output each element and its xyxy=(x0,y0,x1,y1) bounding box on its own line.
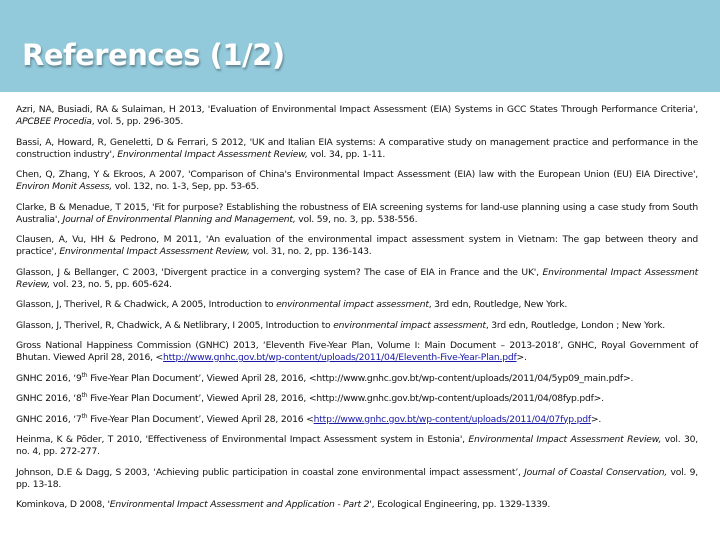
reference-item xyxy=(16,267,698,291)
reference-source: Environmental Impact Assessment Review, xyxy=(16,266,698,290)
slide-title: References (1/2) xyxy=(22,38,285,72)
reference-text: vol. 132, no. 1-3, Sep, pp. 53-65. xyxy=(112,181,260,192)
reference-text: vol. 31, no. 2, pp. 136-143. xyxy=(249,246,372,257)
reference-source: environmental impact assessment xyxy=(276,299,429,310)
reference-text: th xyxy=(81,371,88,379)
reference-text: Glasson, J & Bellanger, C 2003, 'Divergent practice in a converging system? The case of EIA in France and the UK', xyxy=(16,266,543,278)
reference-source: Environmental Impact Assessment Review, xyxy=(59,246,250,257)
reference-text: vol. 34, pp. 1-11. xyxy=(307,148,386,160)
reference-text: >. xyxy=(516,352,527,363)
reference-text: vol. 9, pp. 13-18. xyxy=(16,466,698,490)
reference-item xyxy=(16,169,698,193)
reference-text: , vol. 5, pp. 296-305. xyxy=(91,116,184,127)
reference-text: Heinma, K & Põder, T 2010, 'Effectiveness of Environmental Impact Assessment system in Estonia', xyxy=(16,434,469,445)
reference-text: th xyxy=(81,391,88,399)
reference-text: Gross National Happiness Commission (GNHC) 2013, ‘Eleventh Five-Year Plan, Volume I: Main Document – 2013-2018’, GNHC, Royal Government of Bhutan. Viewed April 28, 2016, < xyxy=(16,340,698,363)
reference-text: Kominkova, D 2008, ' xyxy=(16,499,110,510)
reference-text: Azri, NA, Busiadi, RA & Sulaiman, H 2013, 'Evaluation of Environmental Impact Assessment (EIA) Systems in GCC States Through Performance Criteria', xyxy=(16,104,698,115)
reference-item xyxy=(16,137,698,161)
reference-text: vol. 30, no. 4, pp. 272-277. xyxy=(16,434,698,457)
reference-source: Environ Monit Assess, xyxy=(16,181,113,192)
reference-source: Environmental Impact Assessment Review, xyxy=(117,148,308,160)
reference-source: Journal of Environmental Planning and Management, xyxy=(62,213,296,225)
reference-source: Environmental Impact Assessment Review, xyxy=(468,434,662,445)
reference-link[interactable]: http://www.gnhc.gov.bt/wp-content/uploads/2011/04/07fyp.pdf xyxy=(313,413,591,425)
reference-item xyxy=(16,340,698,364)
reference-text: Five-Year Plan Document’, Viewed April 28, 2016, <http://www.gnhc.gov.bt/wp-content/uploads/2011/04/08fyp.pdf>. xyxy=(87,393,604,404)
reference-text: >. xyxy=(590,413,602,425)
reference-item xyxy=(16,234,698,258)
reference-item xyxy=(16,299,698,311)
reference-text: vol. 59, no. 3, pp. 538-556. xyxy=(295,213,418,225)
reference-text: , 3rd edn, Routledge, New York. xyxy=(428,299,568,310)
reference-text: Glasson, J, Therivel, R & Chadwick, A 2005, Introduction to xyxy=(16,299,277,310)
reference-text: Five-Year Plan Document’, Viewed April 28, 2016, <http://www.gnhc.gov.bt/wp-content/uploads/2011/04/5yp09_main.pdf>. xyxy=(87,372,634,384)
reference-text: th xyxy=(81,412,88,420)
reference-text: Johnson, D.E & Dagg, S 2003, ‘Achieving public participation in coastal zone environmental impact assessment’, xyxy=(16,466,525,478)
reference-text: Chen, Q, Zhang, Y & Ekroos, A 2007, 'Comparison of China's Environmental Impact Assessment (EIA) law with the European Union (EU) EIA Directive', xyxy=(16,169,698,180)
reference-list xyxy=(16,104,698,520)
reference-item xyxy=(16,467,698,491)
reference-item xyxy=(16,320,698,332)
reference-text: GNHC 2016, ‘8 xyxy=(16,393,82,404)
slide-header xyxy=(0,0,720,92)
reference-item xyxy=(16,499,698,511)
reference-text: GNHC 2016, ‘9 xyxy=(16,372,82,384)
reference-text: , 3rd edn, Routledge, London ; New York. xyxy=(485,319,665,331)
reference-text: ', Ecological Engineering, pp. 1329-1339. xyxy=(369,499,551,510)
reference-source: Journal of Coastal Conservation, xyxy=(524,466,668,478)
reference-item xyxy=(16,104,698,128)
reference-source: Environmental Impact Assessment and Application - Part 2 xyxy=(109,499,370,510)
reference-source: environmental impact assessment xyxy=(333,319,486,331)
reference-item xyxy=(16,202,698,226)
reference-text: vol. 23, no. 5, pp. 605-624. xyxy=(50,278,172,290)
reference-text: Glasson, J, Therivel, R, Chadwick, A & Netlibrary, I 2005, Introduction to xyxy=(16,319,334,331)
reference-item xyxy=(16,414,698,426)
reference-text: Clarke, B & Menadue, T 2015, 'Fit for purpose? Establishing the robustness of EIA screening systems for land-use planning using a case study from South Australia', xyxy=(16,201,698,225)
reference-source: APCBEE Procedia xyxy=(16,116,92,127)
reference-link[interactable]: http://www.gnhc.gov.bt/wp-content/uploads/2011/04/Eleventh-Five-Year-Plan.pdf xyxy=(163,352,517,363)
reference-item xyxy=(16,434,698,458)
reference-item xyxy=(16,393,698,405)
reference-item xyxy=(16,373,698,385)
reference-text: Clausen, A, Vu, HH & Pedrono, M 2011, 'An evaluation of the environmental impact assessment system in Vietnam: The gap between theory and practice', xyxy=(16,234,698,257)
reference-text: Bassi, A, Howard, R, Geneletti, D & Ferrari, S 2012, 'UK and Italian EIA systems: A comparative study on management practice and performance in the construction industry', xyxy=(16,136,698,160)
reference-text: GNHC 2016, ‘7 xyxy=(16,413,82,425)
reference-text: Five-Year Plan Document’, Viewed April 28, 2016 < xyxy=(87,413,314,425)
